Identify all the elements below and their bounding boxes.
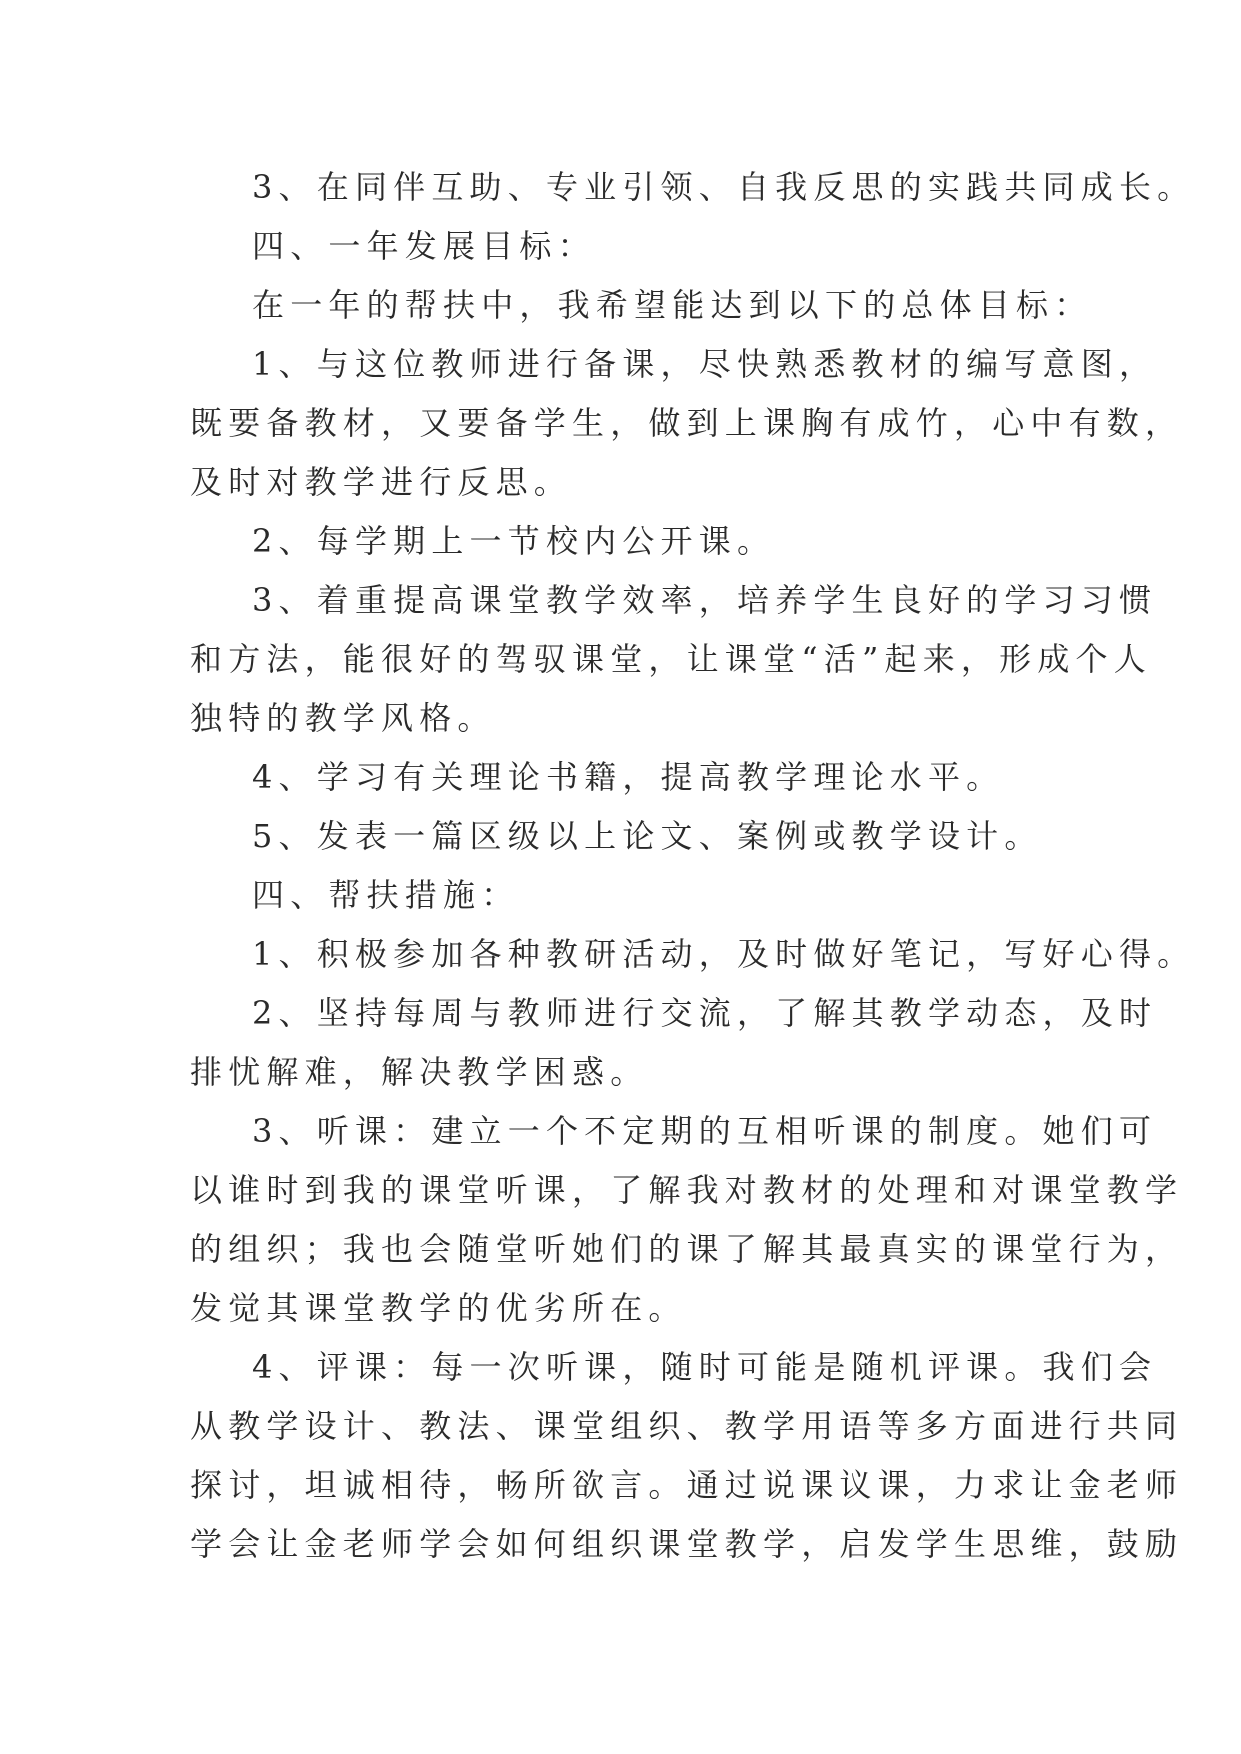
text-line: 排忧解难，解决教学困惑。 bbox=[190, 1053, 649, 1091]
text-line: 探讨，坦诚相待，畅所欲言。通过说课议课，力求让金老师 bbox=[190, 1466, 1184, 1504]
text-line: 以谁时到我的课堂听课，了解我对教材的处理和对课堂教学 bbox=[190, 1171, 1184, 1209]
text-line: 在一年的帮扶中，我希望能达到以下的总体目标： bbox=[252, 286, 1093, 324]
text-line: 3、听课：建立一个不定期的互相听课的制度。她们可 bbox=[252, 1112, 1158, 1150]
text-line: 2、每学期上一节校内公开课。 bbox=[252, 522, 776, 560]
text-line: 3、着重提高课堂教学效率，培养学生良好的学习习惯 bbox=[252, 581, 1158, 619]
text-line: 3、在同伴互助、专业引领、自我反思的实践共同成长。 bbox=[252, 168, 1196, 206]
text-line: 既要备教材，又要备学生，做到上课胸有成竹，心中有数， bbox=[190, 404, 1184, 442]
text-line: 学会让金老师学会如何组织课堂教学，启发学生思维，鼓励 bbox=[190, 1525, 1184, 1563]
text-line: 5、发表一篇区级以上论文、案例或教学设计。 bbox=[252, 817, 1043, 855]
text-line: 和方法，能很好的驾驭课堂，让课堂“活”起来，形成个人 bbox=[190, 640, 1152, 678]
section-heading: 四、一年发展目标： bbox=[252, 227, 596, 265]
text-line: 2、坚持每周与教师进行交流，了解其教学动态，及时 bbox=[252, 994, 1158, 1032]
text-line: 4、学习有关理论书籍，提高教学理论水平。 bbox=[252, 758, 1005, 796]
section-heading: 四、帮扶措施： bbox=[252, 876, 520, 914]
text-line: 从教学设计、教法、课堂组织、教学用语等多方面进行共同 bbox=[190, 1407, 1184, 1445]
text-line: 独特的教学风格。 bbox=[190, 699, 496, 737]
text-line: 1、与这位教师进行备课，尽快熟悉教材的编写意图， bbox=[252, 345, 1158, 383]
text-line: 及时对教学进行反思。 bbox=[190, 463, 573, 501]
text-line: 的组织；我也会随堂听她们的课了解其最真实的课堂行为， bbox=[190, 1230, 1184, 1268]
text-line: 1、积极参加各种教研活动，及时做好笔记，写好心得。 bbox=[252, 935, 1196, 973]
text-line: 4、评课：每一次听课，随时可能是随机评课。我们会 bbox=[252, 1348, 1158, 1386]
text-line: 发觉其课堂教学的优劣所在。 bbox=[190, 1289, 687, 1327]
